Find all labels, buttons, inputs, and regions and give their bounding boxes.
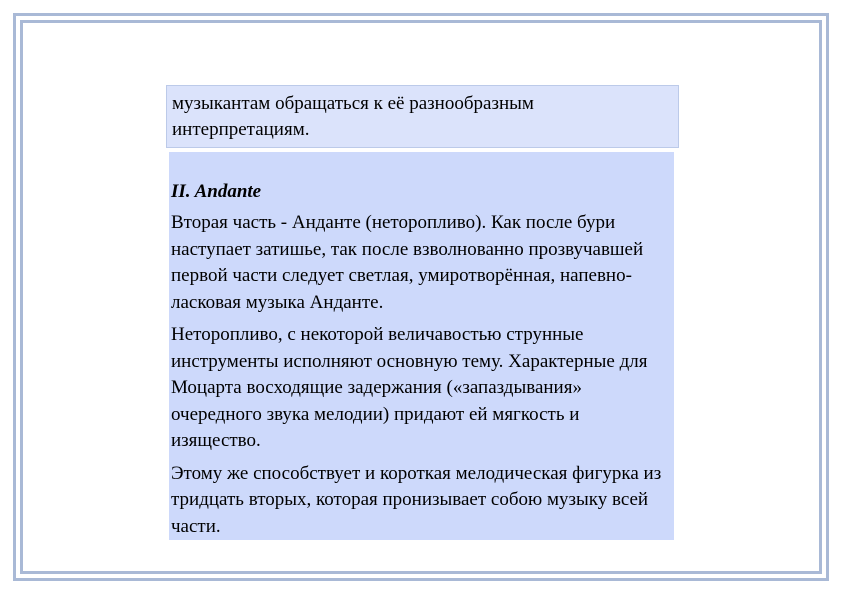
paragraph-3: Этому же способствует и короткая мелодическая фигурка из тридцать вторых, которая пронизывает собою музыку всей части. — [171, 462, 662, 537]
section-heading: II. Andante — [171, 181, 262, 202]
andante-text-box — [169, 152, 674, 540]
paragraph-2: Неторопливо, с некоторой величавостью струнные инструменты исполняют основную тему. Характерные для Моцарта восходящие задержания («запаздывания» очередного звука мелодии) придают ей мягкость и изящество. — [171, 324, 648, 451]
continued-text-box — [166, 85, 679, 148]
paragraph-1: Вторая часть - Анданте (неторопливо). Как после бури наступает затишье, так после взволнованно прозвучавшей первой части следует светлая, умиротворённая, напевно-ласковая музыка Анданте. — [171, 212, 644, 313]
continued-text: музыкантам обращаться к её разнообразным интерпретациям. — [172, 93, 534, 140]
